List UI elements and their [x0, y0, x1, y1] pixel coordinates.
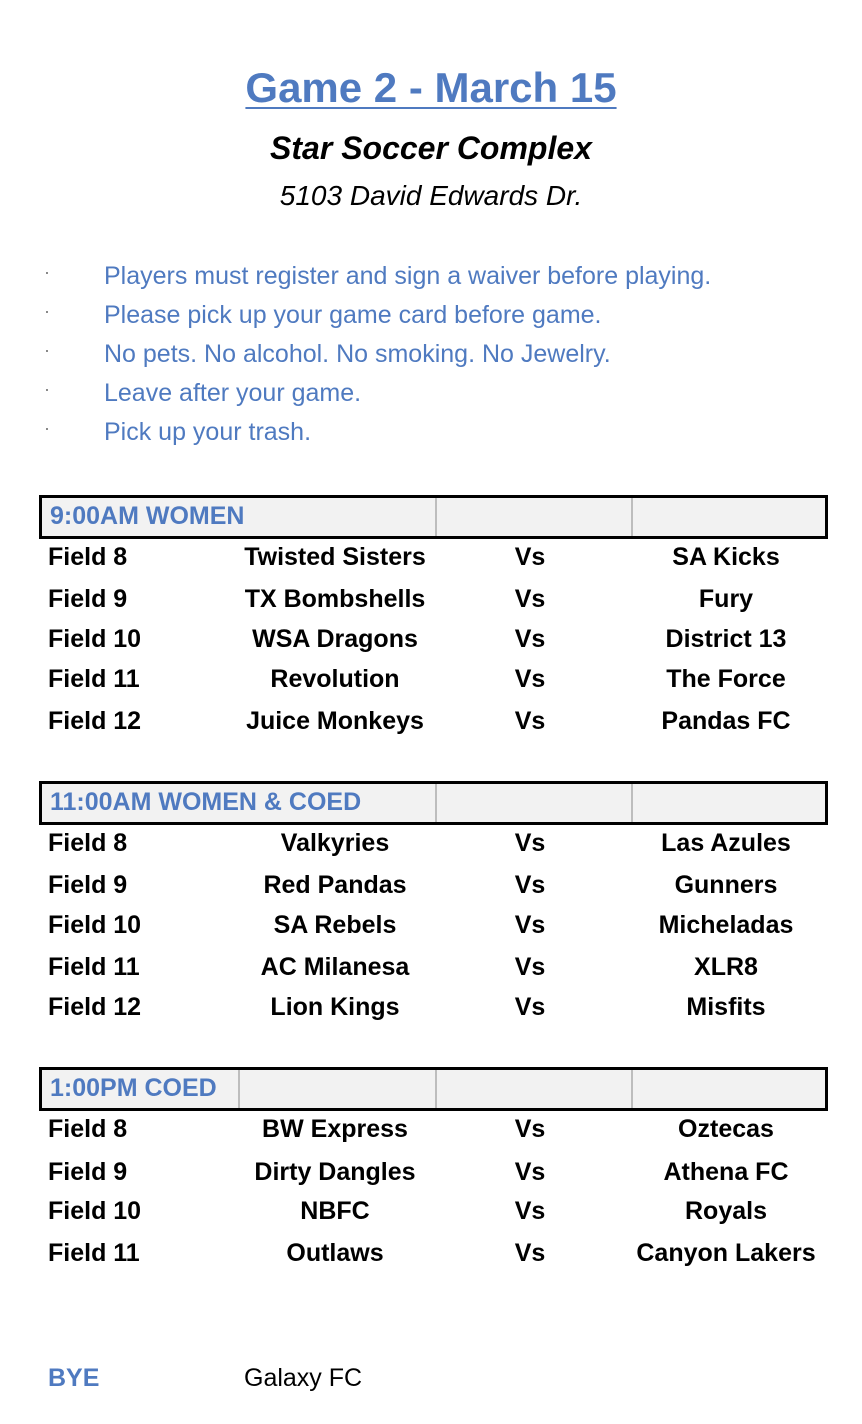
away-team: Canyon Lakers: [636, 1239, 816, 1267]
rule-item: [0, 340, 862, 379]
rule-item: [0, 262, 862, 301]
rule-text: Please pick up your game card before game.: [104, 301, 602, 329]
session-label: 9:00AM WOMEN: [50, 502, 248, 531]
rule-text: No pets. No alcohol. No smoking. No Jewelry.: [104, 340, 611, 368]
table-row: [0, 993, 862, 1029]
vs-label: Vs: [514, 1197, 546, 1225]
field-cell: Field 9: [48, 585, 128, 613]
table-row: [0, 1158, 862, 1194]
vs-label: Vs: [514, 1239, 546, 1267]
away-team: XLR8: [694, 953, 758, 981]
bullet-icon: ·: [44, 379, 50, 399]
field-cell: Field 8: [48, 543, 128, 571]
away-team: SA Kicks: [672, 543, 780, 571]
field-cell: Field 9: [48, 1158, 128, 1186]
away-team: Misfits: [686, 993, 766, 1021]
vs-label: Vs: [514, 707, 546, 735]
field-cell: Field 10: [48, 625, 142, 653]
bullet-icon: ·: [44, 340, 50, 360]
session-header: [39, 781, 828, 825]
table-row: [0, 585, 862, 621]
away-team: Royals: [685, 1197, 767, 1225]
field-cell: Field 11: [48, 953, 140, 981]
bullet-icon: ·: [44, 262, 50, 282]
field-cell: Field 9: [48, 871, 128, 899]
field-cell: Field 10: [48, 1197, 142, 1225]
field-cell: Field 8: [48, 1115, 128, 1143]
away-team: Pandas FC: [661, 707, 791, 735]
vs-label: Vs: [514, 829, 546, 857]
away-team: Fury: [698, 585, 754, 613]
rules-list: [0, 262, 862, 457]
session-label: 11:00AM WOMEN & COED: [50, 788, 365, 817]
vs-label: Vs: [514, 585, 546, 613]
header-cell: [435, 498, 633, 536]
field-cell: Field 8: [48, 829, 128, 857]
home-team: AC Milanesa: [260, 953, 410, 981]
home-team: WSA Dragons: [252, 625, 418, 653]
vs-label: Vs: [514, 665, 546, 693]
page-title-text: Game 2 - March 15: [245, 64, 617, 111]
vs-label: Vs: [514, 1158, 546, 1186]
home-team: Valkyries: [280, 829, 390, 857]
field-cell: Field 11: [48, 665, 140, 693]
rule-item: [0, 301, 862, 340]
table-row: [0, 829, 862, 865]
away-team: Gunners: [674, 871, 778, 899]
session-header: [39, 1067, 828, 1111]
table-row: [0, 707, 862, 743]
home-team: Outlaws: [286, 1239, 384, 1267]
table-row: [0, 1115, 862, 1151]
vs-label: Vs: [514, 625, 546, 653]
table-row: [0, 953, 862, 989]
home-team: TX Bombshells: [244, 585, 426, 613]
vs-label: Vs: [514, 993, 546, 1021]
field-cell: Field 12: [48, 707, 142, 735]
home-team: Revolution: [270, 665, 400, 693]
away-team: District 13: [665, 625, 787, 653]
header-cell: [435, 1070, 633, 1108]
rule-text: Leave after your game.: [104, 379, 362, 407]
table-row: [0, 1239, 862, 1275]
session-label: 1:00PM COED: [50, 1074, 221, 1103]
session-header: [39, 495, 828, 539]
home-team: Dirty Dangles: [254, 1158, 416, 1186]
away-team: Micheladas: [658, 911, 794, 939]
away-team: Oztecas: [678, 1115, 774, 1143]
table-row: [0, 1197, 862, 1233]
home-team: Lion Kings: [270, 993, 400, 1021]
vs-label: Vs: [514, 911, 546, 939]
field-cell: Field 11: [48, 1239, 140, 1267]
vs-label: Vs: [514, 1115, 546, 1143]
table-row: [0, 911, 862, 947]
page-title: [0, 64, 862, 112]
venue-address: 5103 David Edwards Dr.: [279, 180, 583, 211]
table-row: [0, 625, 862, 661]
away-team: Las Azules: [661, 829, 791, 857]
bye-label: BYE: [48, 1364, 100, 1392]
home-team: NBFC: [300, 1197, 370, 1225]
away-team: The Force: [666, 665, 786, 693]
away-team: Athena FC: [663, 1158, 789, 1186]
table-row: [0, 665, 862, 701]
table-row: [0, 543, 862, 579]
home-team: Juice Monkeys: [246, 707, 424, 735]
field-cell: Field 12: [48, 993, 142, 1021]
home-team: Red Pandas: [263, 871, 407, 899]
vs-label: Vs: [514, 953, 546, 981]
rule-text: Players must register and sign a waiver before playing.: [104, 262, 712, 290]
vs-label: Vs: [514, 543, 546, 571]
bullet-icon: ·: [44, 301, 50, 321]
home-team: SA Rebels: [273, 911, 397, 939]
bullet-icon: ·: [44, 418, 50, 438]
home-team: Twisted Sisters: [244, 543, 426, 571]
rule-item: [0, 418, 862, 457]
home-team: BW Express: [262, 1115, 408, 1143]
table-row: [0, 871, 862, 907]
vs-label: Vs: [514, 871, 546, 899]
rule-text: Pick up your trash.: [104, 418, 312, 446]
field-cell: Field 10: [48, 911, 142, 939]
bye-team: Galaxy FC: [244, 1364, 363, 1392]
rule-item: [0, 379, 862, 418]
header-cell: [435, 784, 633, 822]
venue-name: Star Soccer Complex: [270, 130, 592, 166]
